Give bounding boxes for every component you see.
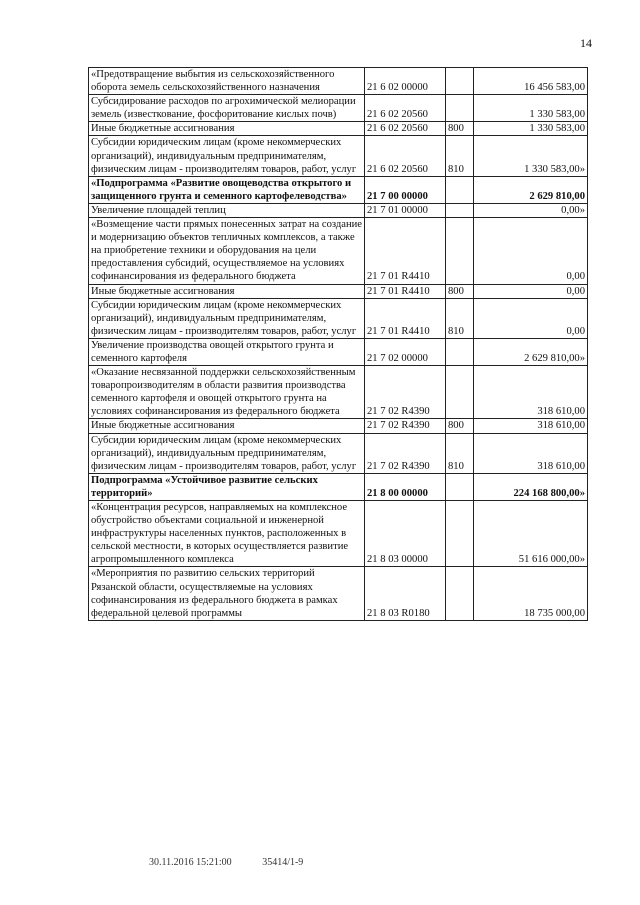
row-name-cell: Увеличение площадей теплиц xyxy=(89,203,365,217)
row-name-cell: «Подпрограмма «Развитие овощеводства открытого и защищенного грунта и семенного картофелеводства» xyxy=(89,176,365,203)
page-number: 14 xyxy=(580,36,592,50)
row-code-cell: 21 7 01 R4410 xyxy=(365,284,446,298)
row-type-cell: 800 xyxy=(446,122,474,136)
row-code-cell: 21 7 02 00000 xyxy=(365,338,446,365)
footer-timestamp: 30.11.2016 15:21:00 xyxy=(149,857,232,868)
table-row xyxy=(89,68,588,95)
row-amount-cell: 318 610,00 xyxy=(474,419,588,433)
row-type-cell xyxy=(446,218,474,284)
row-type-cell xyxy=(446,176,474,203)
row-code-cell: 21 7 02 R4390 xyxy=(365,366,446,419)
row-amount-cell: 16 456 583,00 xyxy=(474,68,588,95)
table-row xyxy=(89,203,588,217)
row-name-cell: «Предотвращение выбытия из сельскохозяйственного оборота земель сельскохозяйственного назначения xyxy=(89,68,365,95)
row-type-cell: 800 xyxy=(446,419,474,433)
row-amount-cell: 51 616 000,00» xyxy=(474,501,588,567)
row-type-cell xyxy=(446,366,474,419)
row-code-cell: 21 7 02 R4390 xyxy=(365,419,446,433)
row-type-cell xyxy=(446,95,474,122)
row-name-cell: Субсидии юридическим лицам (кроме некоммерческих организаций), индивидуальным предпринимателям, физическим лицам - производителям товаров, работ, услуг xyxy=(89,136,365,176)
row-amount-cell: 0,00 xyxy=(474,298,588,338)
row-amount-cell: 318 610,00 xyxy=(474,366,588,419)
row-amount-cell: 1 330 583,00» xyxy=(474,136,588,176)
row-code-cell: 21 6 02 20560 xyxy=(365,122,446,136)
row-amount-cell: 2 629 810,00 xyxy=(474,176,588,203)
row-name-cell: «Мероприятия по развитию сельских территорий Рязанской области, осуществляемые на условиях софинансирования из федерального бюджета в рамках федеральной целевой программы xyxy=(89,567,365,620)
row-amount-cell: 1 330 583,00 xyxy=(474,122,588,136)
table-row xyxy=(89,433,588,473)
row-type-cell xyxy=(446,501,474,567)
row-code-cell: 21 7 00 00000 xyxy=(365,176,446,203)
row-name-cell: Иные бюджетные ассигнования xyxy=(89,122,365,136)
row-code-cell: 21 6 02 00000 xyxy=(365,68,446,95)
row-code-cell: 21 8 00 00000 xyxy=(365,473,446,500)
row-name-cell: «Оказание несвязанной поддержки сельскохозяйственным товаропроизводителям в области развития производства семенного картофеля и овощей открытого грунта на условиях софинансирования из федерального бюджета xyxy=(89,366,365,419)
table-row xyxy=(89,298,588,338)
table-row xyxy=(89,567,588,620)
table-row xyxy=(89,136,588,176)
table-row xyxy=(89,338,588,365)
row-code-cell: 21 7 01 R4410 xyxy=(365,298,446,338)
row-name-cell: «Концентрация ресурсов, направляемых на комплексное обустройство объектами социальной и инженерной инфраструктуры населенных пунктов, расположенных в сельской местности, в которых осуществляется развитие агропромышленного комплекса xyxy=(89,501,365,567)
table-row xyxy=(89,473,588,500)
row-amount-cell: 0,00» xyxy=(474,203,588,217)
row-code-cell: 21 6 02 20560 xyxy=(365,136,446,176)
row-amount-cell: 0,00 xyxy=(474,218,588,284)
table-row xyxy=(89,176,588,203)
row-amount-cell: 318 610,00 xyxy=(474,433,588,473)
row-code-cell: 21 8 03 R0180 xyxy=(365,567,446,620)
row-code-cell: 21 7 01 00000 xyxy=(365,203,446,217)
row-type-cell xyxy=(446,338,474,365)
row-code-cell: 21 8 03 00000 xyxy=(365,501,446,567)
row-name-cell: Субсидирование расходов по агрохимической мелиорации земель (известкование, фосфоритование кислых почв) xyxy=(89,95,365,122)
row-type-cell: 800 xyxy=(446,284,474,298)
document-footer xyxy=(149,857,331,868)
table-row xyxy=(89,122,588,136)
row-type-cell xyxy=(446,203,474,217)
table-row xyxy=(89,284,588,298)
row-type-cell xyxy=(446,473,474,500)
row-amount-cell: 2 629 810,00» xyxy=(474,338,588,365)
table-row xyxy=(89,366,588,419)
table-row xyxy=(89,501,588,567)
row-name-cell: Субсидии юридическим лицам (кроме некоммерческих организаций), индивидуальным предпринимателям, физическим лицам - производителям товаров, работ, услуг xyxy=(89,298,365,338)
row-amount-cell: 1 330 583,00 xyxy=(474,95,588,122)
budget-table xyxy=(88,67,588,621)
table-row xyxy=(89,419,588,433)
footer-document-number: 35414/1-9 xyxy=(262,857,304,868)
row-name-cell: «Возмещение части прямых понесенных затрат на создание и модернизацию объектов тепличных комплексов, а также на приобретение техники и оборудования на цели предоставления субсидий, осуществляемое на условиях софинансирования из федерального бюджета xyxy=(89,218,365,284)
row-type-cell: 810 xyxy=(446,136,474,176)
row-type-cell: 810 xyxy=(446,433,474,473)
table-row xyxy=(89,218,588,284)
row-code-cell: 21 7 02 R4390 xyxy=(365,433,446,473)
row-amount-cell: 224 168 800,00» xyxy=(474,473,588,500)
row-code-cell: 21 6 02 20560 xyxy=(365,95,446,122)
table-row xyxy=(89,95,588,122)
row-type-cell xyxy=(446,567,474,620)
row-name-cell: Субсидии юридическим лицам (кроме некоммерческих организаций), индивидуальным предпринимателям, физическим лицам - производителям товаров, работ, услуг xyxy=(89,433,365,473)
row-name-cell: Иные бюджетные ассигнования xyxy=(89,284,365,298)
row-name-cell: Увеличение производства овощей открытого грунта и семенного картофеля xyxy=(89,338,365,365)
row-amount-cell: 18 735 000,00 xyxy=(474,567,588,620)
row-code-cell: 21 7 01 R4410 xyxy=(365,218,446,284)
row-name-cell: Иные бюджетные ассигнования xyxy=(89,419,365,433)
row-amount-cell: 0,00 xyxy=(474,284,588,298)
row-name-cell: Подпрограмма «Устойчивое развитие сельских территорий» xyxy=(89,473,365,500)
row-type-cell: 810 xyxy=(446,298,474,338)
row-type-cell xyxy=(446,68,474,95)
